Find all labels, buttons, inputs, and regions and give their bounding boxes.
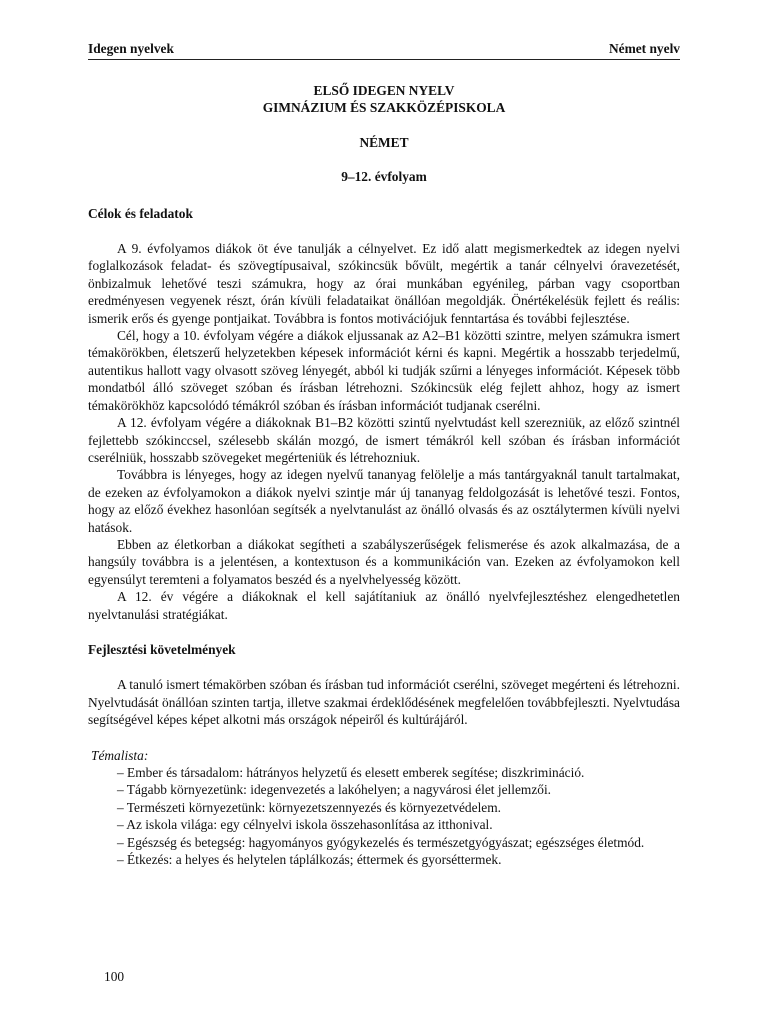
title-line-1: ELSŐ IDEGEN NYELV xyxy=(313,83,455,98)
goals-paragraph: A 9. évfolyamos diákok öt éve tanulják a célnyelvet. Ez idő alatt megismerkedtek az idegen nyelvi foglalkozások feladat- és szövegtípusaival, szókincsük bővült, megértik a tanár célnyelvi óravezetését, önbizalmuk lehetővé teszi számukra, hogy az órai munkában egyénileg, párban vagy csoportban eredményesen vegyenek részt, órán kívüli feladataikat önállóan megoldják. Önértékelésük fejlett és reális: ismerik erős és gyenge pontjaikat. Továbbra is fontos motivációjuk fenntartása és további fejlesztése. xyxy=(88,241,680,326)
theme-list-item: – Tágabb környezetünk: idegenvezetés a lakóhelyen; a nagyvárosi élet jellemzői. xyxy=(117,782,552,798)
theme-list-item: – Étkezés: a helyes és helytelen táplálkozás; éttermek és gyorséttermek. xyxy=(117,852,502,868)
goals-paragraph: Cél, hogy a 10. évfolyam végére a diákok eljussanak az A2–B1 közötti szintre, melyen számukra ismert témakörökben, életszerű helyzetekben képesek információt kérni és kapni. Megértik a hosszabb terjedelmű, autentikus hallott vagy olvasott szöveg lényegét, abból ki tudják szűrni a lényeges információt. Képesek több mondatból álló szöveget szóban és írásban létrehozni. Szókincsük elég fejlett ahhoz, hogy az ismert témakörökhöz kapcsolódó témákról szóban és írásban információt tudjanak cserélni. xyxy=(88,328,680,413)
section-heading-requirements: Fejlesztési követelmények xyxy=(88,641,236,657)
goals-paragraph: Ebben az életkorban a diákokat segítheti a szabályszerűségek felismerése és azok alkalmazása, de a hangsúly továbbra is a jelentésen, a kontextuson és a kommunikáción van. Ezeken az évfolyamokon kell egyensúlyt teremteni a folyamatos beszéd és a nyelvhelyesség között. xyxy=(88,536,680,587)
page-content xyxy=(88,82,680,868)
goals-paragraph: Továbbra is lényeges, hogy az idegen nyelvű tananyag felölelje a más tantárgyaknál tanult tartalmakat, de ezeken az évfolyamokon a diákok nyelvi szintje már új tananyag feldolgozását is lehetővé teszi. Fontos, hogy az előző évekhez hasonlóan segítsék a nyelvtanulást az önálló olvasás és az osztálytermen kívüli nyelvi hatások. xyxy=(88,467,680,535)
theme-list-item: – Egészség és betegség: hagyományos gyógykezelés és természetgyógyászat; egészséges életmód. xyxy=(117,834,645,850)
header-left: Idegen nyelvek xyxy=(88,41,174,56)
page-number: 100 xyxy=(104,969,125,984)
theme-list-item: – Az iskola világa: egy célnyelvi iskola összehasonlítása az itthonival. xyxy=(117,817,493,833)
section-heading-goals: Célok és feladatok xyxy=(88,205,193,221)
theme-list-label: Témalista: xyxy=(91,747,149,763)
theme-list-item: – Ember és társadalom: hátrányos helyzetű és elesett emberek segítése; diszkrimináció. xyxy=(117,765,585,780)
spacer xyxy=(88,623,680,641)
theme-list xyxy=(88,764,680,868)
title-language: NÉMET xyxy=(359,134,409,150)
running-header xyxy=(88,40,680,60)
requirements-paragraph: A tanuló ismert témakörben szóban és írásban tud információt cserélni, szöveget megérteni és létrehozni. Nyelvtudását önállóan szinten tartja, illetve szakmai érdeklődésének megfelelően továbbfejleszti. Nyelvtudása segítségével képes képet alkotni más országok népeiről és kultúrájáról. xyxy=(88,677,680,728)
goals-paragraph: A 12. év végére a diákoknak el kell sajátítaniuk az önálló nyelvfejlesztéshez elengedhetetlen nyelvtanulási stratégiákat. xyxy=(88,589,680,622)
title-grades: 9–12. évfolyam xyxy=(341,169,427,185)
spacer xyxy=(88,729,680,747)
header-right: Német nyelv xyxy=(608,41,680,56)
title-line-2: GIMNÁZIUM ÉS SZAKKÖZÉPISKOLA xyxy=(262,100,506,116)
goals-paragraph: A 12. évfolyam végére a diákoknak B1–B2 közötti szintű nyelvtudást kell szerezniük, az előző szintnél fejlettebb szókinccsel, szélesebb skálán mozgó, de ismert témákról kell szóban és írásban információt cserélniük, hosszabb szövegeket megérteniük és létrehozniuk. xyxy=(88,415,680,465)
theme-list-item: – Természeti környezetünk: környezetszennyezés és környezetvédelem. xyxy=(117,799,501,815)
